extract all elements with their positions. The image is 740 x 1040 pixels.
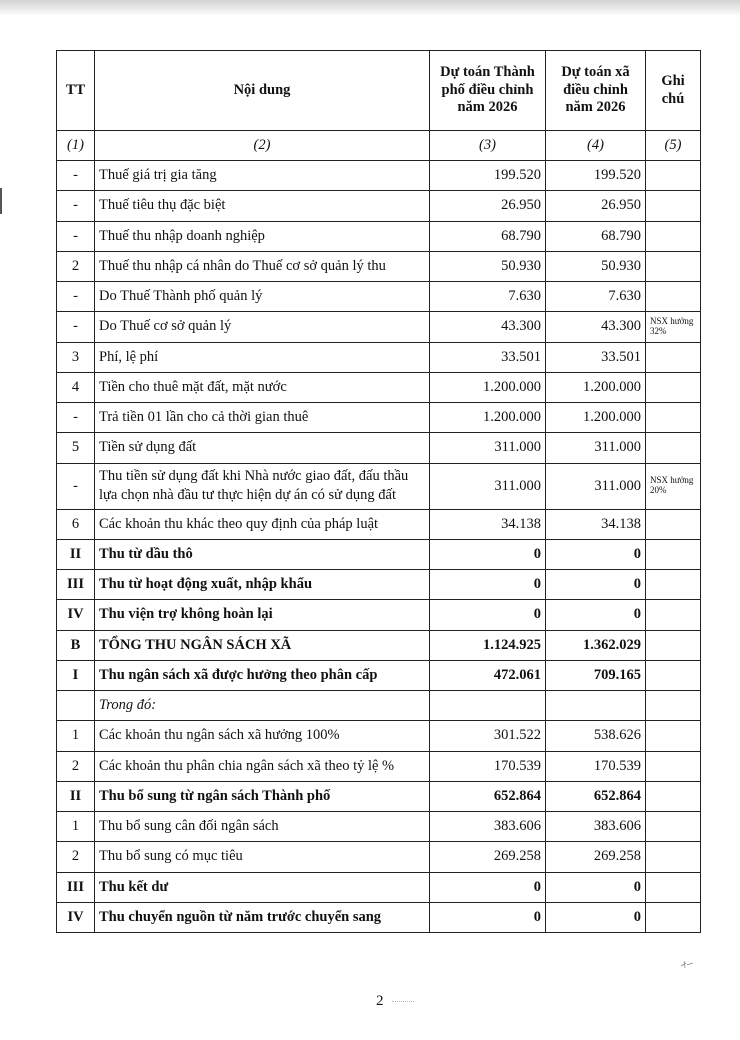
table-body [57,161,701,933]
cell-noi-dung: Trong đó: [95,691,430,721]
cell-ghi-chu [646,403,701,433]
table-row [57,842,701,872]
header-ghi-chu: Ghi chú [646,51,701,131]
cell-noi-dung: Thuế thu nhập cá nhân do Thuế cơ sở quản lý thu [95,251,430,281]
cell-ghi-chu [646,751,701,781]
cell-ghi-chu [646,570,701,600]
table-row [57,872,701,902]
scan-edge-mark [0,188,2,214]
cell-tt: - [57,312,95,342]
cell-ghi-chu [646,842,701,872]
cell-du-toan-xa: 43.300 [546,312,646,342]
cell-du-toan-thanh-pho: 68.790 [430,221,546,251]
cell-du-toan-thanh-pho: 7.630 [430,282,546,312]
header-row [57,51,701,131]
scan-top-shadow [0,0,740,16]
table-row [57,463,701,509]
cell-du-toan-thanh-pho: 1.124.925 [430,630,546,660]
cell-tt [57,691,95,721]
cell-du-toan-xa: 0 [546,600,646,630]
cell-du-toan-xa: 170.539 [546,751,646,781]
cell-du-toan-xa: 1.362.029 [546,630,646,660]
cell-du-toan-xa: 269.258 [546,842,646,872]
cell-du-toan-xa: 0 [546,570,646,600]
table-row [57,372,701,402]
table-row [57,433,701,463]
cell-du-toan-xa: 709.165 [546,660,646,690]
cell-ghi-chu [646,509,701,539]
cell-noi-dung: Các khoản thu phân chia ngân sách xã theo tỷ lệ % [95,751,430,781]
cell-du-toan-thanh-pho: 301.522 [430,721,546,751]
scan-dots [392,1001,414,1003]
cell-du-toan-thanh-pho: 170.539 [430,751,546,781]
cell-noi-dung: Do Thuế cơ sở quản lý [95,312,430,342]
cell-du-toan-xa: 33.501 [546,342,646,372]
cell-noi-dung: Thu tiền sử dụng đất khi Nhà nước giao đất, đấu thầu lựa chọn nhà đầu tư thực hiện dự án có sử dụng đất [95,463,430,509]
cell-du-toan-thanh-pho: 50.930 [430,251,546,281]
cell-noi-dung: Thu từ hoạt động xuất, nhập khẩu [95,570,430,600]
cell-du-toan-xa: 68.790 [546,221,646,251]
cell-ghi-chu [646,161,701,191]
cell-ghi-chu [646,251,701,281]
cell-du-toan-xa: 1.200.000 [546,403,646,433]
cell-du-toan-xa: 652.864 [546,781,646,811]
cell-ghi-chu: NSX hưởng 32% [646,312,701,342]
cell-ghi-chu [646,630,701,660]
cell-du-toan-thanh-pho: 0 [430,600,546,630]
cell-noi-dung: Tiền cho thuê mặt đất, mặt nước [95,372,430,402]
cell-noi-dung: Thu bổ sung cân đối ngân sách [95,812,430,842]
cell-du-toan-xa: 1.200.000 [546,372,646,402]
table-row [57,251,701,281]
cell-tt: 2 [57,842,95,872]
cell-du-toan-xa: 7.630 [546,282,646,312]
cell-du-toan-thanh-pho: 26.950 [430,191,546,221]
table-row [57,751,701,781]
cell-tt: III [57,872,95,902]
cell-du-toan-thanh-pho: 311.000 [430,433,546,463]
cell-tt: IV [57,902,95,932]
col-number-4: (4) [546,131,646,161]
table-row [57,191,701,221]
cell-du-toan-thanh-pho: 383.606 [430,812,546,842]
cell-du-toan-thanh-pho: 1.200.000 [430,403,546,433]
cell-noi-dung: Trả tiền 01 lần cho cả thời gian thuê [95,403,430,433]
cell-noi-dung: Thu bổ sung từ ngân sách Thành phố [95,781,430,811]
cell-du-toan-xa: 383.606 [546,812,646,842]
table-row [57,660,701,690]
table-row [57,312,701,342]
cell-noi-dung: Thuế giá trị gia tăng [95,161,430,191]
cell-ghi-chu [646,812,701,842]
cell-du-toan-thanh-pho [430,691,546,721]
cell-noi-dung: TỔNG THU NGÂN SÁCH XÃ [95,630,430,660]
cell-tt: - [57,191,95,221]
cell-du-toan-xa: 0 [546,902,646,932]
cell-tt: - [57,161,95,191]
cell-tt: - [57,403,95,433]
cell-du-toan-thanh-pho: 0 [430,539,546,569]
cell-du-toan-xa: 0 [546,872,646,902]
cell-noi-dung: Do Thuế Thành phố quản lý [95,282,430,312]
cell-du-toan-xa: 199.520 [546,161,646,191]
cell-tt: B [57,630,95,660]
cell-tt: 2 [57,251,95,281]
cell-du-toan-thanh-pho: 269.258 [430,842,546,872]
table-row [57,721,701,751]
cell-tt: II [57,781,95,811]
header-du-toan-thanh-pho: Dự toán Thành phố điều chỉnh năm 2026 [430,51,546,131]
header-tt: TT [57,51,95,131]
cell-du-toan-thanh-pho: 199.520 [430,161,546,191]
cell-du-toan-xa: 50.930 [546,251,646,281]
col-number-5: (5) [646,131,701,161]
pen-mark [680,960,694,970]
cell-ghi-chu [646,781,701,811]
cell-ghi-chu [646,372,701,402]
cell-tt: I [57,660,95,690]
cell-tt: II [57,539,95,569]
cell-noi-dung: Thuế tiêu thụ đặc biệt [95,191,430,221]
cell-noi-dung: Thu kết dư [95,872,430,902]
cell-du-toan-thanh-pho: 0 [430,570,546,600]
header-noi-dung: Nội dung [95,51,430,131]
cell-tt: 1 [57,812,95,842]
cell-ghi-chu [646,282,701,312]
cell-tt: - [57,463,95,509]
col-number-2: (2) [95,131,430,161]
cell-noi-dung: Các khoản thu ngân sách xã hưởng 100% [95,721,430,751]
cell-ghi-chu [646,872,701,902]
cell-du-toan-thanh-pho: 1.200.000 [430,372,546,402]
cell-du-toan-xa: 311.000 [546,463,646,509]
cell-du-toan-thanh-pho: 311.000 [430,463,546,509]
cell-noi-dung: Thu bổ sung có mục tiêu [95,842,430,872]
cell-tt: - [57,221,95,251]
table-row [57,221,701,251]
cell-du-toan-xa: 0 [546,539,646,569]
cell-du-toan-thanh-pho: 0 [430,872,546,902]
col-number-3: (3) [430,131,546,161]
table-row [57,570,701,600]
cell-du-toan-thanh-pho: 33.501 [430,342,546,372]
cell-tt: 4 [57,372,95,402]
cell-du-toan-thanh-pho: 0 [430,902,546,932]
cell-du-toan-thanh-pho: 43.300 [430,312,546,342]
table-row [57,161,701,191]
cell-noi-dung: Thu chuyển nguồn từ năm trước chuyển sang [95,902,430,932]
cell-ghi-chu [646,902,701,932]
page-number: 2 [376,993,384,1009]
header-du-toan-xa: Dự toán xã điều chỉnh năm 2026 [546,51,646,131]
cell-tt: 2 [57,751,95,781]
cell-ghi-chu [646,691,701,721]
cell-noi-dung: Tiền sử dụng đất [95,433,430,463]
cell-ghi-chu [646,221,701,251]
cell-ghi-chu [646,660,701,690]
cell-ghi-chu [646,191,701,221]
cell-noi-dung: Phí, lệ phí [95,342,430,372]
cell-du-toan-xa [546,691,646,721]
table-row [57,342,701,372]
cell-noi-dung: Các khoản thu khác theo quy định của pháp luật [95,509,430,539]
cell-tt: 5 [57,433,95,463]
table-row [57,902,701,932]
cell-ghi-chu: NSX hưởng 20% [646,463,701,509]
cell-ghi-chu [646,433,701,463]
cell-du-toan-thanh-pho: 472.061 [430,660,546,690]
cell-ghi-chu [646,342,701,372]
cell-du-toan-thanh-pho: 34.138 [430,509,546,539]
cell-noi-dung: Thuế thu nhập doanh nghiệp [95,221,430,251]
cell-ghi-chu [646,600,701,630]
cell-noi-dung: Thu viện trợ không hoàn lại [95,600,430,630]
cell-tt: 6 [57,509,95,539]
cell-tt: III [57,570,95,600]
column-number-row [57,131,701,161]
table-row [57,403,701,433]
cell-tt: IV [57,600,95,630]
cell-noi-dung: Thu ngân sách xã được hưởng theo phân cấp [95,660,430,690]
cell-noi-dung: Thu từ dầu thô [95,539,430,569]
cell-ghi-chu [646,721,701,751]
table-row [57,781,701,811]
cell-du-toan-xa: 34.138 [546,509,646,539]
table-row [57,282,701,312]
table-row [57,539,701,569]
cell-du-toan-thanh-pho: 652.864 [430,781,546,811]
budget-table [56,50,701,933]
table-row [57,691,701,721]
table-row [57,812,701,842]
table-row [57,630,701,660]
col-number-1: (1) [57,131,95,161]
cell-du-toan-xa: 26.950 [546,191,646,221]
table-row [57,509,701,539]
cell-tt: - [57,282,95,312]
table-row [57,600,701,630]
cell-du-toan-xa: 311.000 [546,433,646,463]
cell-tt: 1 [57,721,95,751]
cell-tt: 3 [57,342,95,372]
cell-du-toan-xa: 538.626 [546,721,646,751]
cell-ghi-chu [646,539,701,569]
